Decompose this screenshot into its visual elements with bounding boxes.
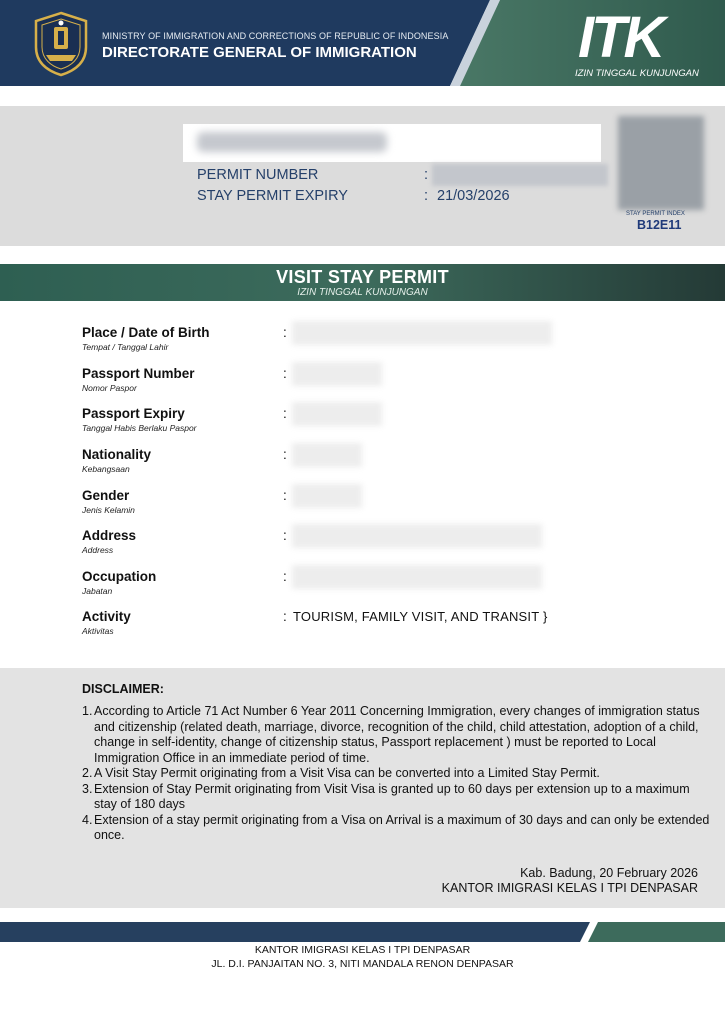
- document-title: VISIT STAY PERMIT: [276, 267, 449, 287]
- disclaimer-item-number: 2.: [82, 766, 93, 780]
- field-sublabel: Jenis Kelamin: [82, 505, 135, 515]
- field-sublabel: Jabatan: [82, 586, 113, 596]
- disclaimer-item-number: 1.: [82, 704, 93, 718]
- document-title-banner: [0, 264, 725, 301]
- field-occupation: [82, 569, 682, 605]
- stay-permit-expiry-value: 21/03/2026: [437, 188, 510, 204]
- field-nationality: [82, 447, 682, 483]
- disclaimer-item-number: 3.: [82, 781, 93, 796]
- field-passport-number: [82, 366, 682, 402]
- field-value-redacted: [292, 484, 362, 508]
- stay-permit-expiry-label: STAY PERMIT EXPIRY: [197, 188, 348, 204]
- disclaimer-item-text: A Visit Stay Permit originating from a Visit Visa can be converted into a Limited Stay Permit.: [94, 766, 600, 780]
- immigration-emblem-icon: [32, 11, 90, 77]
- stay-permit-index-label: STAY PERMIT INDEX: [626, 211, 685, 217]
- disclaimer-item: [82, 782, 712, 813]
- disclaimer-item-text: Extension of a stay permit originating from a Visa on Arrival is a maximum of 30 days and can only be extended once.: [94, 812, 710, 842]
- field-label: Place / Date of Birth: [82, 325, 210, 340]
- field-address: [82, 528, 682, 564]
- field-label: Occupation: [82, 569, 157, 584]
- disclaimer-item: [82, 766, 712, 782]
- disclaimer-item: [82, 813, 712, 844]
- field-value-redacted: [292, 402, 382, 426]
- field-label: Passport Expiry: [82, 406, 185, 421]
- field-activity: [82, 609, 682, 645]
- field-sublabel: Kebangsaan: [82, 464, 130, 474]
- holder-photo-redacted: [618, 116, 704, 210]
- field-colon: :: [283, 325, 287, 340]
- disclaimer-title: DISCLAIMER:: [82, 682, 164, 696]
- itk-subtitle: IZIN TINGGAL KUNJUNGAN: [575, 68, 699, 79]
- field-sublabel: Tanggal Habis Berlaku Paspor: [82, 423, 197, 433]
- field-sublabel: Address: [82, 545, 114, 555]
- signature-office: KANTOR IMIGRASI KELAS I TPI DENPASAR: [441, 881, 698, 895]
- disclaimer-item: [82, 704, 712, 766]
- field-sublabel: Aktivitas: [82, 626, 114, 636]
- holder-name-redacted: [197, 132, 387, 152]
- field-passport-expiry: [82, 406, 682, 442]
- disclaimer-item-number: 4.: [82, 812, 93, 827]
- permit-number-colon: :: [424, 167, 429, 183]
- field-gender: [82, 488, 682, 524]
- ministry-name: MINISTRY OF IMMIGRATION AND CORRECTIONS OF REPUBLIC OF INDONESIA: [102, 31, 449, 41]
- stay-permit-index-value: B12E11: [637, 218, 682, 232]
- signature-place-date: Kab. Badung, 20 February 2026: [520, 866, 698, 880]
- footer-bar: [0, 922, 725, 942]
- field-colon: :: [283, 447, 287, 462]
- permit-number-label: PERMIT NUMBER: [197, 167, 319, 183]
- field-label: Gender: [82, 488, 130, 503]
- field-colon: :: [283, 609, 287, 624]
- footer-office-address: JL. D.I. PANJAITAN NO. 3, NITI MANDALA RENON DENPASAR: [211, 958, 514, 970]
- field-label: Nationality: [82, 447, 152, 462]
- field-value-redacted: [292, 524, 542, 548]
- footer-office-name: KANTOR IMIGRASI KELAS I TPI DENPASAR: [254, 944, 471, 956]
- field-label: Passport Number: [82, 366, 195, 381]
- disclaimer-item-text: Extension of Stay Permit originating from Visit Visa is granted up to 60 days per extension up to a maximum stay of 180 days: [94, 781, 690, 811]
- field-colon: :: [283, 528, 287, 543]
- field-colon: :: [283, 488, 287, 503]
- field-value-redacted: [292, 362, 382, 386]
- permit-summary-panel: [0, 106, 725, 246]
- holder-name-bar: [183, 124, 601, 162]
- field-label: Address: [82, 528, 137, 543]
- disclaimer-panel: [0, 668, 725, 908]
- directorate-name: DIRECTORATE GENERAL OF IMMIGRATION: [102, 44, 417, 61]
- field-label: Activity: [82, 609, 131, 624]
- field-colon: :: [283, 406, 287, 421]
- field-colon: :: [283, 366, 287, 381]
- field-value-redacted: [292, 321, 552, 345]
- field-value: TOURISM, FAMILY VISIT, AND TRANSIT }: [293, 609, 548, 624]
- document-header: [0, 0, 725, 88]
- field-sublabel: Tempat / Tanggal Lahir: [82, 342, 169, 352]
- stay-permit-expiry-colon: :: [424, 188, 429, 204]
- permit-number-redacted: [432, 164, 608, 186]
- disclaimer-list: [82, 704, 712, 844]
- field-value-redacted: [292, 443, 362, 467]
- field-colon: :: [283, 569, 287, 584]
- disclaimer-item-text: According to Article 71 Act Number 6 Year 2011 Concerning Immigration, every changes of immigration status and citizenship (related death, marriage, divorce, recognition of the child, child attestation, adoption of a child, change in self-identity, change of citizenship status, Passport replacement ) must be reported to Local Immigration Office in an immediate period of time.: [94, 704, 700, 765]
- field-place-date-of-birth: [82, 325, 682, 361]
- document-subtitle: IZIN TINGGAL KUNJUNGAN: [297, 287, 428, 298]
- itk-logo-text: ITK: [578, 5, 663, 70]
- field-sublabel: Nomor Paspor: [82, 383, 137, 393]
- field-value-redacted: [292, 565, 542, 589]
